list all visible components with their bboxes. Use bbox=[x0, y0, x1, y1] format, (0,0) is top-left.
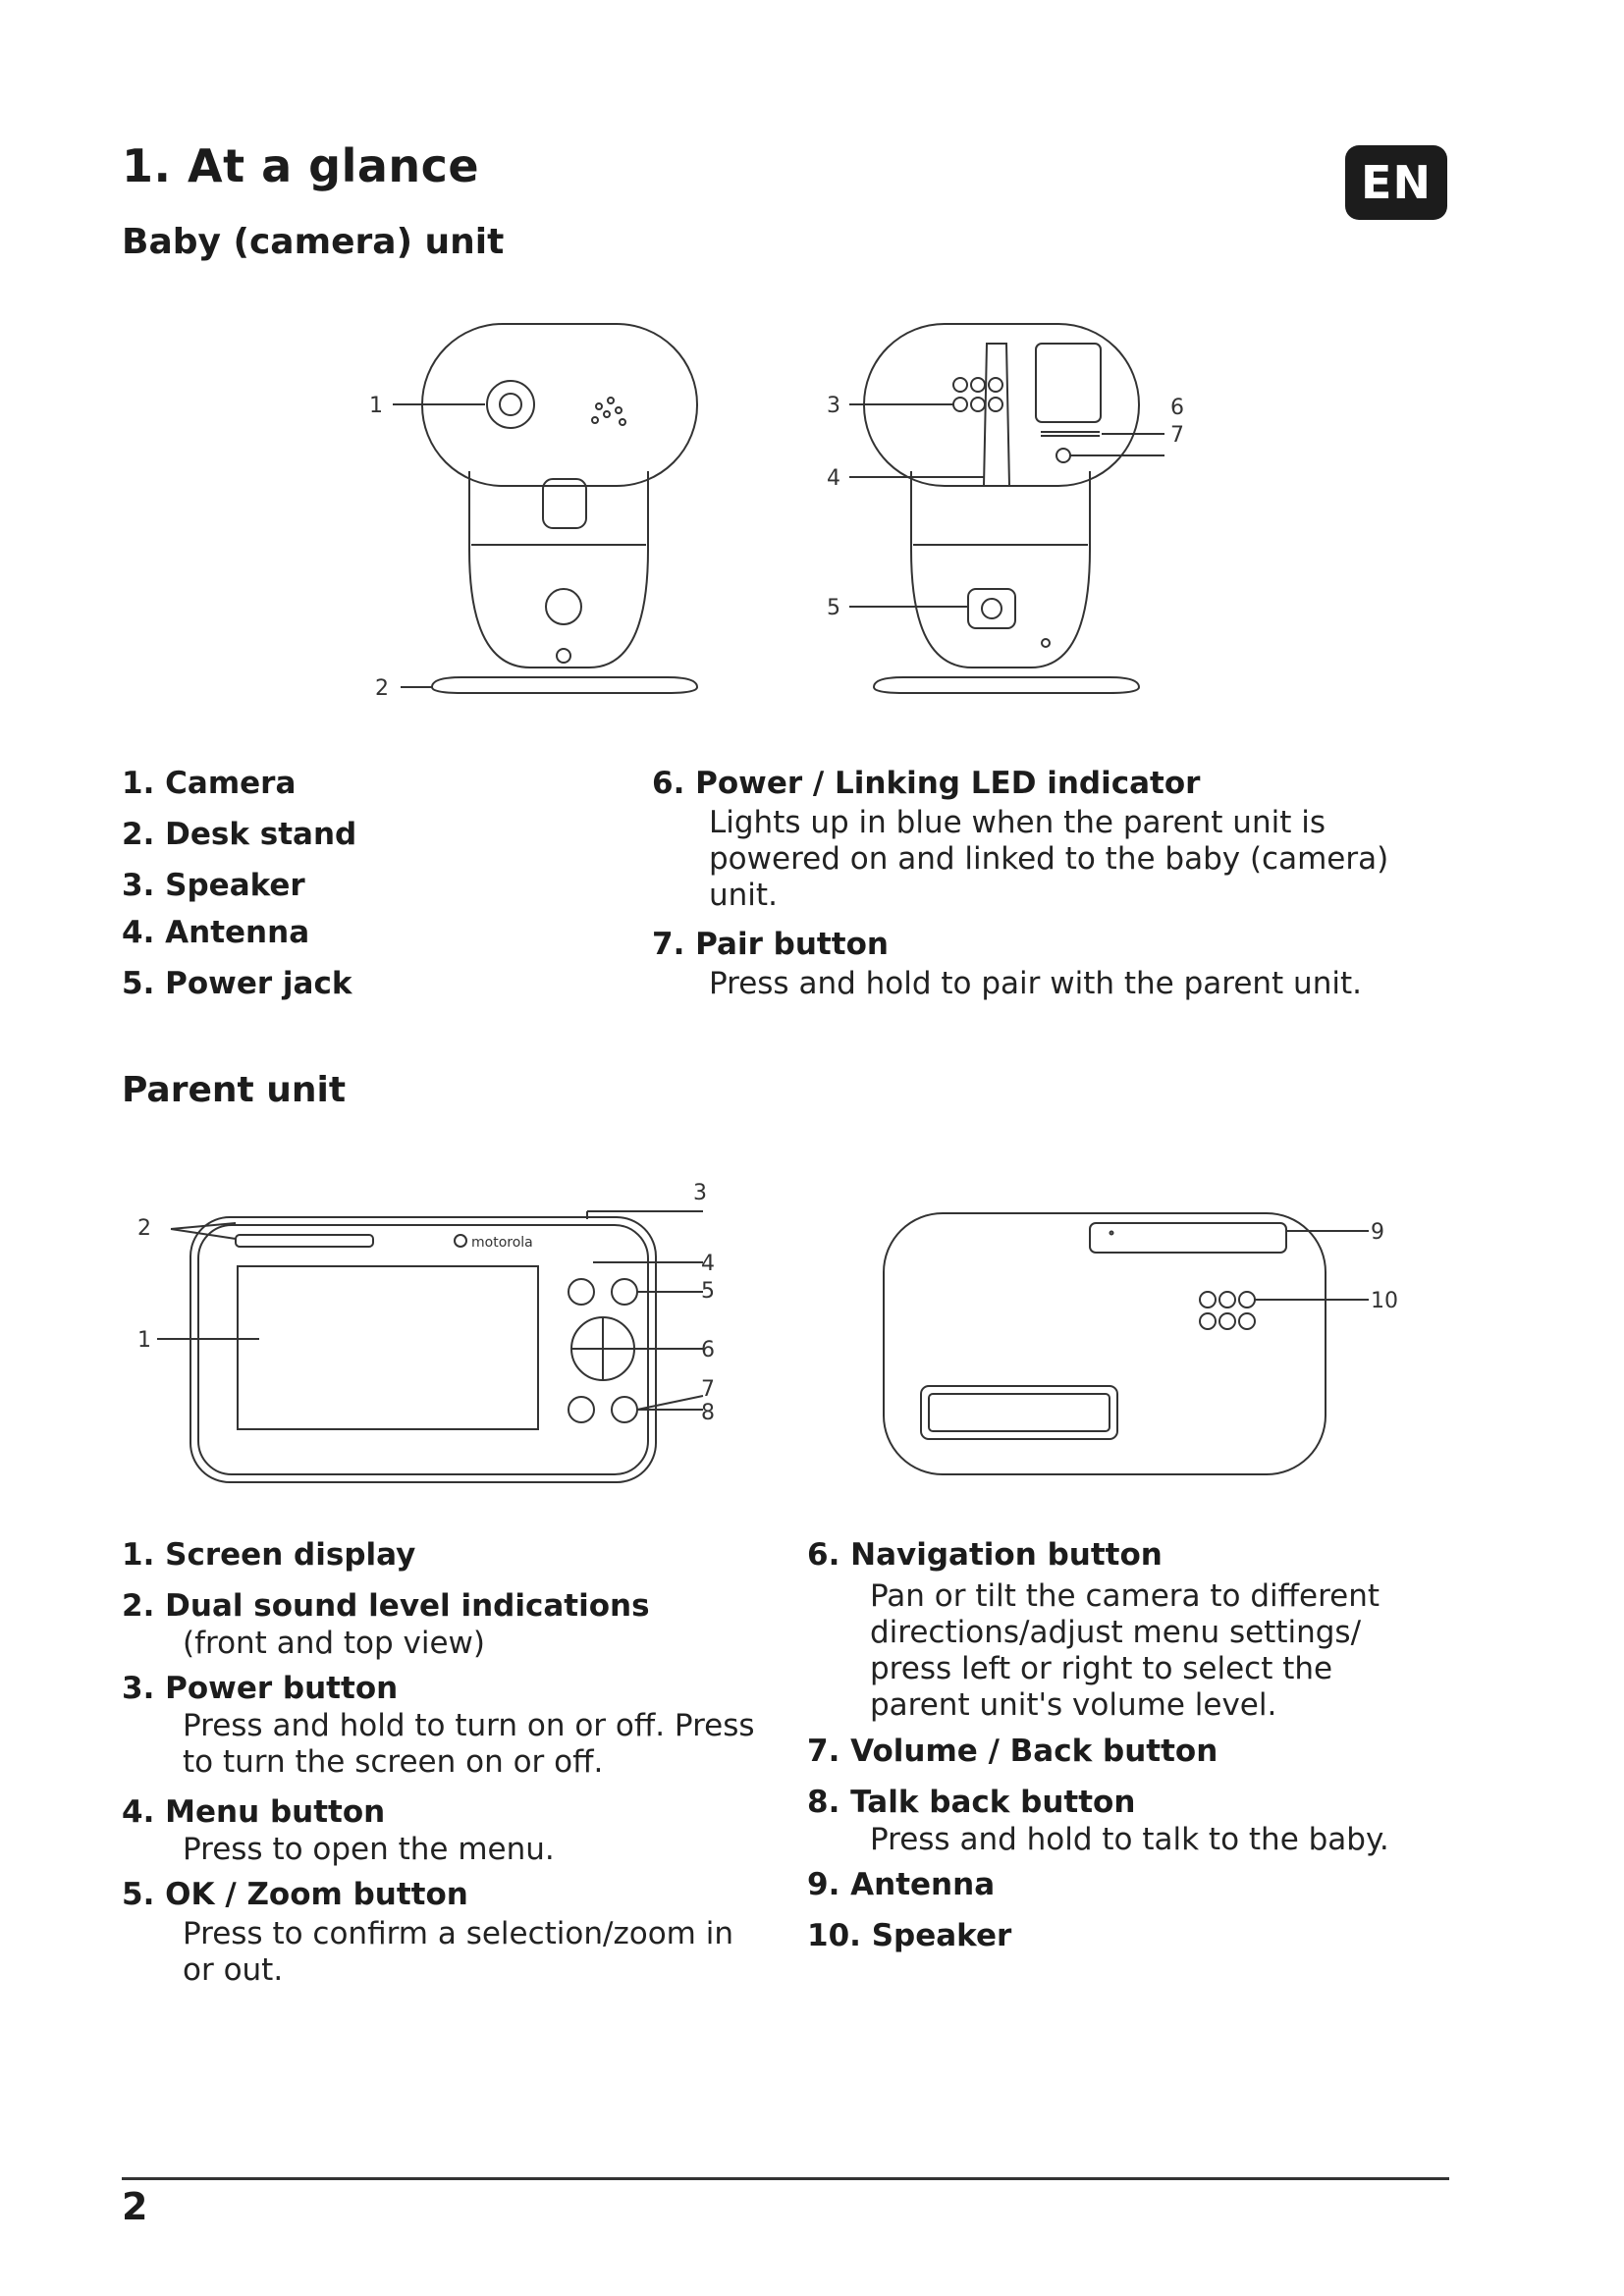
parent-item-power-button: 3. Power button Press and hold to turn on or off. Press to turn the screen on or off. bbox=[122, 1671, 789, 1781]
parent-callout-5: 5 bbox=[701, 1279, 715, 1304]
baby-callout-3: 3 bbox=[827, 394, 840, 418]
parent-item-antenna: 9. Antenna bbox=[807, 1867, 996, 1902]
parent-item-navigation-desc: Pan or tilt the camera to different directions/adjust menu settings/ press left or right to select the parent unit's volume level. bbox=[870, 1578, 1380, 1723]
parent-item-power-button-desc: Press and hold to turn on or off. Press to turn the screen on or off. bbox=[183, 1708, 755, 1780]
baby-callout-1: 1 bbox=[369, 394, 383, 418]
parent-callout-1: 1 bbox=[137, 1328, 151, 1353]
baby-item-speaker: 3. Speaker bbox=[122, 868, 305, 903]
baby-item-pair-button: 7. Pair button Press and hold to pair with the parent unit. bbox=[652, 927, 1437, 1002]
parent-item-menu-button: 4. Menu button Press to open the menu. bbox=[122, 1794, 770, 1868]
parent-item-navigation-button: 6. Navigation button Pan or tilt the camera to different directions/adjust menu settings/ press left or right to select the parent unit's volume level. bbox=[807, 1537, 1455, 1724]
parent-front-view bbox=[157, 1211, 703, 1482]
parent-callout-3: 3 bbox=[693, 1181, 707, 1205]
parent-item-sound-level-desc: (front and top view) bbox=[183, 1626, 486, 1661]
parent-item-ok-zoom-button: 5. OK / Zoom button Press to confirm a selection/zoom in or out. bbox=[122, 1877, 789, 1989]
baby-item-power-jack: 5. Power jack bbox=[122, 966, 352, 1001]
parent-callout-8: 8 bbox=[701, 1401, 715, 1425]
parent-item-talk-back-button: 8. Talk back button Press and hold to talk to the baby. bbox=[807, 1785, 1455, 1858]
baby-callout-6: 6 bbox=[1170, 396, 1184, 420]
parent-item-speaker: 10. Speaker bbox=[807, 1918, 1012, 1953]
baby-item-camera: 1. Camera bbox=[122, 766, 297, 801]
parent-item-sound-level: 2. Dual sound level indications (front and top view) bbox=[122, 1588, 770, 1662]
motorola-logo-text: motorola bbox=[471, 1235, 533, 1251]
baby-callout-5: 5 bbox=[827, 596, 840, 620]
camera-back-view bbox=[849, 324, 1164, 693]
language-badge: EN bbox=[1345, 145, 1447, 220]
baby-item-led-desc: Lights up in blue when the parent unit is powered on and linked to the baby (camera) unit. bbox=[709, 805, 1389, 913]
baby-callout-7: 7 bbox=[1170, 423, 1184, 448]
parent-item-volume-back-button: 7. Volume / Back button bbox=[807, 1734, 1218, 1769]
parent-unit-heading: Parent unit bbox=[122, 1070, 347, 1110]
parent-callout-2: 2 bbox=[137, 1216, 151, 1241]
parent-item-talk-back-desc: Press and hold to talk to the baby. bbox=[870, 1822, 1389, 1857]
baby-item-led-indicator: 6. Power / Linking LED indicator Lights up in blue when the parent unit is powered on and linked to the baby (camera) unit. bbox=[652, 766, 1437, 914]
page-number: 2 bbox=[122, 2185, 148, 2228]
parent-callout-7: 7 bbox=[701, 1377, 715, 1402]
baby-item-desk-stand: 2. Desk stand bbox=[122, 817, 357, 852]
parent-item-menu-button-desc: Press to open the menu. bbox=[183, 1832, 555, 1867]
parent-back-view bbox=[884, 1213, 1369, 1474]
parent-callout-6: 6 bbox=[701, 1338, 715, 1362]
parent-item-ok-zoom-desc: Press to confirm a selection/zoom in or out. bbox=[183, 1916, 733, 1988]
footer-divider bbox=[122, 2177, 1449, 2180]
parent-item-screen-display: 1. Screen display bbox=[122, 1537, 416, 1573]
baby-item-antenna: 4. Antenna bbox=[122, 915, 310, 950]
parent-unit-diagram bbox=[122, 1164, 1418, 1498]
parent-callout-10: 10 bbox=[1371, 1289, 1398, 1313]
baby-unit-heading: Baby (camera) unit bbox=[122, 222, 505, 262]
baby-callout-4: 4 bbox=[827, 466, 840, 491]
baby-item-pair-desc: Press and hold to pair with the parent unit. bbox=[709, 966, 1362, 1001]
parent-callout-9: 9 bbox=[1371, 1220, 1384, 1245]
parent-callout-4: 4 bbox=[701, 1252, 715, 1276]
baby-unit-diagram bbox=[353, 304, 1198, 717]
section-title: 1. At a glance bbox=[122, 139, 480, 192]
camera-front-view bbox=[393, 324, 697, 693]
baby-callout-2: 2 bbox=[375, 676, 389, 701]
